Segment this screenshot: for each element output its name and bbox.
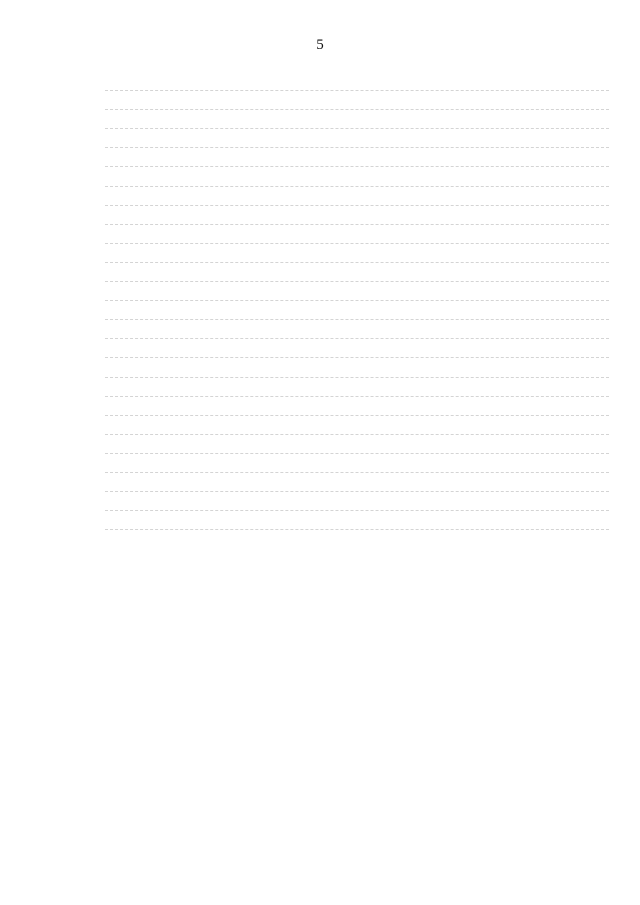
- paragraph: [105, 320, 609, 339]
- paragraph: [105, 110, 609, 129]
- paragraph: [105, 282, 609, 301]
- body-text: [105, 72, 609, 530]
- paragraph: [105, 225, 609, 244]
- paragraph: [105, 301, 609, 320]
- paragraph: [105, 72, 609, 91]
- paragraph: [105, 378, 609, 397]
- paragraph: [105, 129, 609, 148]
- paragraph: [105, 492, 609, 511]
- paragraph: [105, 244, 609, 263]
- paragraph: [105, 263, 609, 282]
- paragraph: [105, 167, 609, 186]
- paragraph: [105, 397, 609, 416]
- paragraph: [105, 473, 609, 492]
- paragraph: [105, 358, 609, 377]
- paragraph: [105, 435, 609, 454]
- paragraph: [105, 416, 609, 435]
- paragraph: [105, 91, 609, 110]
- paragraph: [105, 511, 609, 530]
- page-number: 5: [316, 37, 324, 53]
- paragraph: [105, 148, 609, 167]
- paragraph: [105, 339, 609, 358]
- paragraph: [105, 187, 609, 206]
- paragraph: [105, 206, 609, 225]
- paragraph: [105, 454, 609, 473]
